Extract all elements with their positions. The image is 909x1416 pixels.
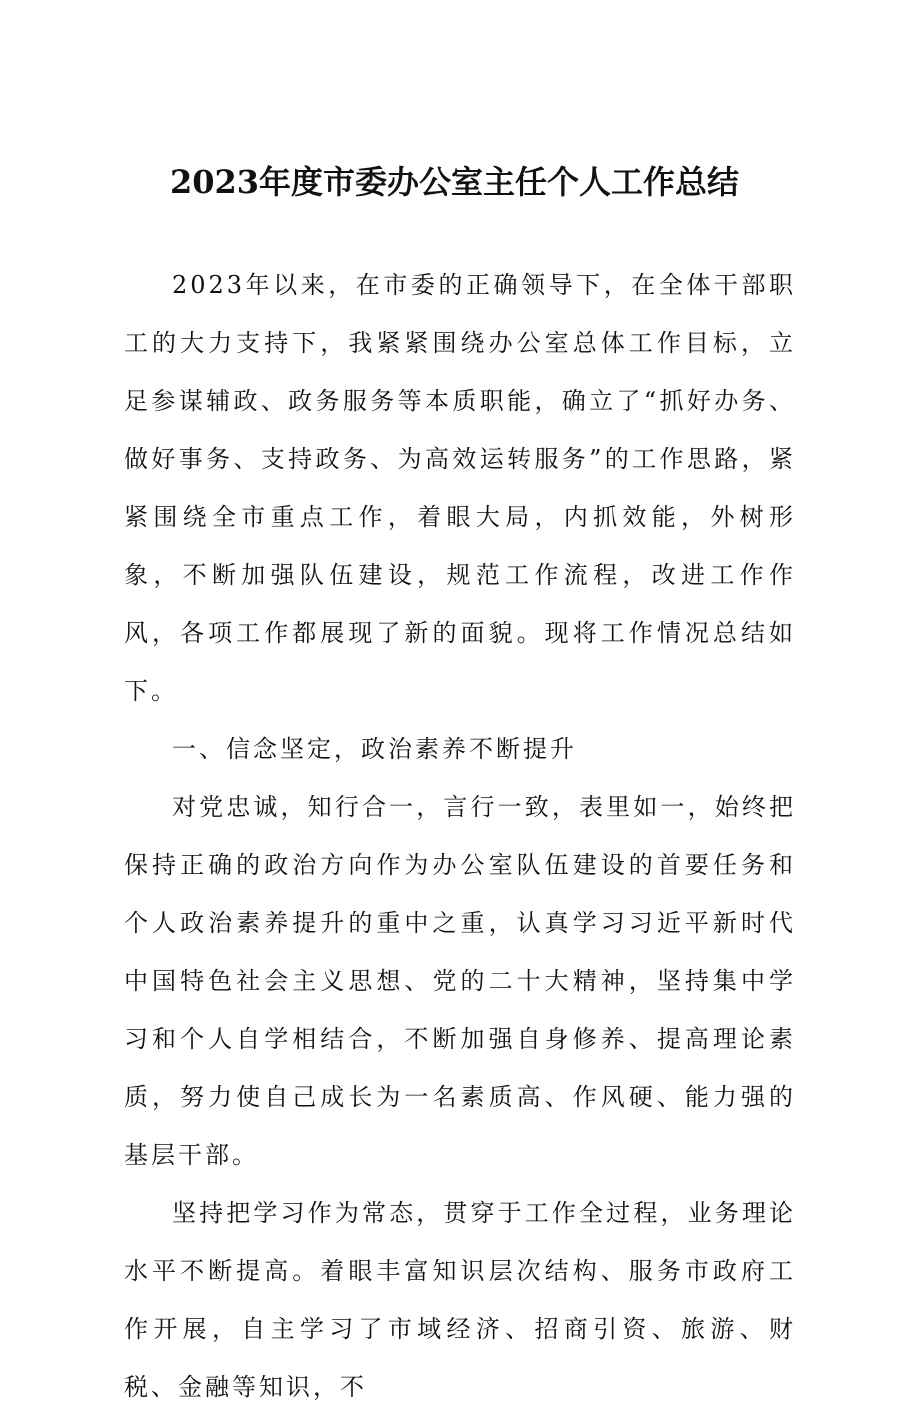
section-heading-1: 一、信念坚定，政治素养不断提升 (172, 735, 577, 763)
section-1-paragraph-2: 坚持把学习作为常态，贯穿于工作全过程，业务理论水平不断提高。着眼丰富知识层次结构、服务市政府工作开展，自主学习了市域经济、招商引资、旅游、财税、金融等知识，不 (124, 1199, 796, 1401)
document-title: 2023年度市委办公室主任个人工作总结 (169, 163, 740, 201)
section-1-paragraph-1: 对党忠诚，知行合一，言行一致，表里如一，始终把保持正确的政治方向作为办公室队伍建设的首要任务和个人政治素养提升的重中之重，认真学习习近平新时代中国特色社会主义思想、党的二十大精神，坚持集中学习和个人自学相结合，不断加强自身修养、提高理论素质，努力使自己成长为一名素质高、作风硬、能力强的基层干部。 (124, 793, 796, 1169)
intro-paragraph: 2023年以来，在市委的正确领导下，在全体干部职工的大力支持下，我紧紧围绕办公室总体工作目标，立足参谋辅政、政务服务等本质职能，确立了“抓好办务、做好事务、支持政务、为高效运转服务”的工作思路，紧紧围绕全市重点工作，着眼大局，内抓效能，外树形象，不断加强队伍建设，规范工作流程，改进工作作风，各项工作都展现了新的面貌。现将工作情况总结如下。 (124, 271, 796, 705)
document-body (124, 256, 796, 1416)
